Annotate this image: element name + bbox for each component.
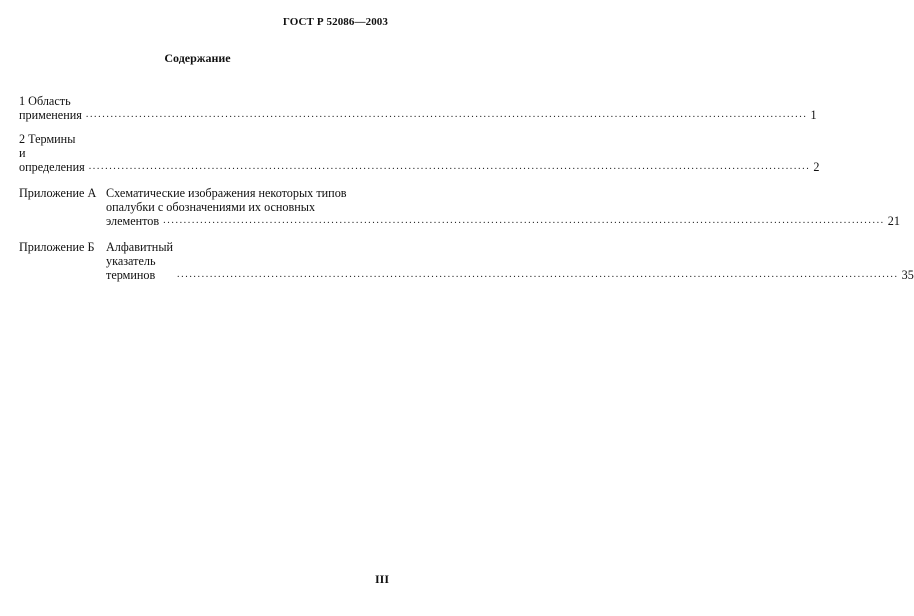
toc-entry-page: 2: [813, 160, 820, 174]
appendix-label: Приложение Б: [19, 240, 95, 254]
toc-entry-label: 1 Область применения: [19, 94, 82, 122]
appendix-label: Приложение А: [19, 186, 97, 200]
appendix-title-line: Алфавитный указатель терминов: [106, 240, 174, 282]
dot-leader: [163, 214, 885, 228]
dot-leader: [86, 108, 808, 122]
appendix-page: 21: [887, 214, 900, 228]
toc-entry[interactable]: [19, 132, 820, 174]
toc-entry[interactable]: [19, 94, 817, 122]
appendix-title-line: элементов: [106, 214, 160, 228]
document-code: ГОСТ Р 52086—2003: [282, 16, 388, 28]
dot-leader: [177, 268, 899, 282]
appendix-title-line: Схематические изображения некоторых типов: [106, 186, 347, 200]
toc-appendix-entry[interactable]: [19, 186, 900, 228]
toc-title: Содержание: [164, 51, 231, 65]
page-number: III: [374, 572, 389, 586]
table-of-contents: [19, 94, 914, 294]
appendix-page: 35: [901, 268, 914, 282]
dot-leader: [89, 160, 811, 174]
toc-entry-page: 1: [810, 108, 817, 122]
toc-entry-label: 2 Термины и определения: [19, 132, 85, 174]
appendix-title-line: опалубки с обозначениями их основных: [106, 200, 316, 214]
toc-appendix-entry[interactable]: [19, 240, 914, 282]
